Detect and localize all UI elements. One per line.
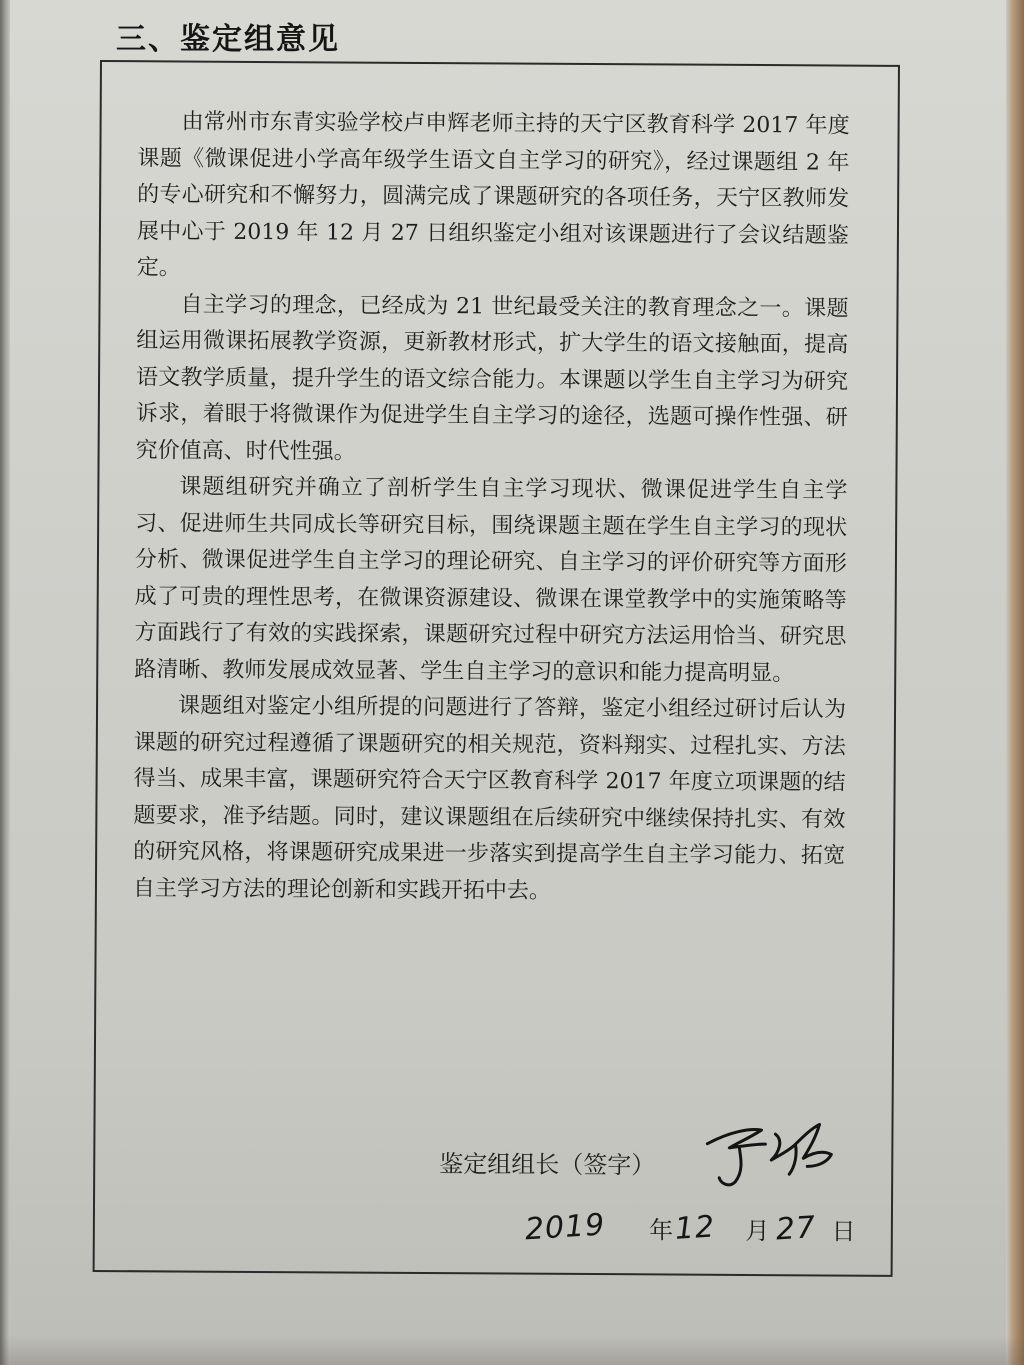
handwritten-year: 2019 bbox=[523, 1207, 607, 1248]
handwritten-day: 27 bbox=[774, 1210, 817, 1248]
page-bottom-shadow bbox=[0, 1335, 1024, 1365]
year-unit: 年 bbox=[649, 1216, 674, 1245]
book-spine-shadow bbox=[0, 0, 10, 1365]
opinion-body bbox=[133, 104, 850, 911]
day-unit: 日 bbox=[831, 1217, 856, 1246]
date-row bbox=[523, 1207, 856, 1248]
handwritten-signature bbox=[699, 1114, 839, 1195]
signature-row bbox=[439, 1144, 655, 1180]
paragraph-3: 课题组研究并确立了剖析学生自主学习现状、微课促进学生自主学习、促进师生共同成长等研究目标，围绕课题主题在学生自主学习的现状分析、微课促进学生自主学习的理论研究、自主学习的评价研究等方面形成了可贵的理性思考，在微课资源建设、微课在课堂教学中的实施策略等方面践行了有效的实践探索，课题研究过程中研究方法运用恰当、研究思路清晰、教师发展成效显著、学生自主学习的意识和能力提高明显。 bbox=[134, 474, 848, 686]
section-title: 三、鉴定组意见 bbox=[116, 22, 340, 57]
signature-label: 鉴定组组长（签字） bbox=[439, 1150, 656, 1180]
opinion-box bbox=[93, 60, 900, 1277]
paragraph-1: 由常州市东青实验学校卢申辉老师主持的天宁区教育科学 2017 年度课题《微课促进小学高年级学生语文自主学习的研究》，经过课题组 2 年的专心研究和不懈努力，圆满完成了课题研究的各项任务，天宁区教师发展中心于 2019 年 12 月 27 日组织鉴定小组对该课题进行了会议结题鉴定。 bbox=[136, 109, 850, 281]
paragraph-2: 自主学习的理念，已经成为 21 世纪最受关注的教育理念之一。课题组运用微课拓展教学资源，更新教材形式，扩大学生的语文接触面，提高语文教学质量，提升学生的语文综合能力。本课题以学生自主学习为研究诉求，着眼于将微课作为促进学生自主学习的途径，选题可操作性强、研究价值高、时代性强。 bbox=[135, 291, 849, 465]
page-right-edge bbox=[1006, 0, 1024, 1365]
paragraph-4: 课题组对鉴定小组所提的问题进行了答辩，鉴定小组经过研讨后认为课题的研究过程遵循了课题研究的相关规范，资料翔实、过程扎实、方法得当、成果丰富，课题研究符合天宁区教育科学 2017 年度立项课题的结题要求，准予结题。同时，建议课题组在后续研究中继续保持扎实、有效的研究风格，将课题研究成果进一步落实到提高学生自主学习能力、拓宽自主学习方法的理论创新和实践开拓中去。 bbox=[132, 693, 847, 904]
month-unit: 月 bbox=[745, 1216, 770, 1246]
handwritten-month: 12 bbox=[674, 1209, 717, 1247]
